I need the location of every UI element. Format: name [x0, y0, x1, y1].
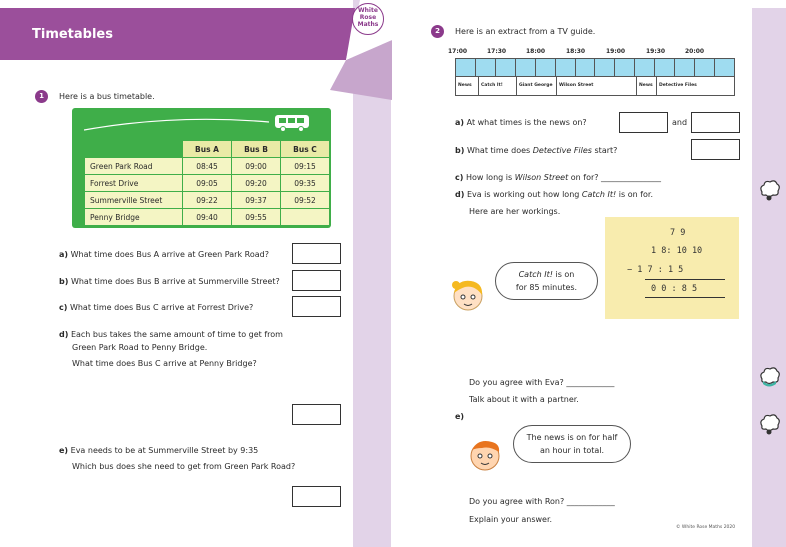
- tv-time-label: 19:30: [646, 48, 666, 55]
- table-row: [85, 158, 330, 175]
- q1b-answer-box[interactable]: [292, 270, 341, 291]
- tv-time-label: 19:00: [606, 48, 626, 55]
- column-header: Bus B: [232, 141, 281, 158]
- q1b-label: b): [59, 277, 69, 286]
- tv-time-label: 17:00: [448, 48, 468, 55]
- time-cell: 09:00: [232, 158, 281, 175]
- column-header: Bus A: [183, 141, 232, 158]
- q2a-label: a): [455, 118, 465, 127]
- q1a-text: What time does Bus A arrive at Green Park Road?: [70, 250, 269, 259]
- discussion-cloud-icon: [757, 365, 781, 389]
- q1e-line2: Which bus does she need to get from Green Park Road?: [72, 462, 296, 471]
- time-cell: 09:40: [183, 209, 232, 226]
- workings-line-2: [645, 297, 725, 298]
- ron-bubble-line2: an hour in total.: [539, 446, 605, 455]
- time-cell: 09:20: [232, 175, 281, 192]
- table-row: [85, 175, 330, 192]
- workings-line-1: [645, 279, 725, 280]
- table-row: [85, 192, 330, 209]
- q2e-label-text: e): [455, 412, 465, 421]
- tv-time-label: 18:30: [566, 48, 586, 55]
- q2e-label: [455, 412, 464, 421]
- q2a-answer-box-1[interactable]: [619, 112, 668, 133]
- q1a-label: a): [59, 250, 69, 259]
- stop-name: Summerville Street: [85, 192, 183, 209]
- q2b-question: [455, 146, 617, 155]
- logo-word-2: Rose: [359, 14, 377, 21]
- agree-with-eva: Do you agree with Eva? ____________: [469, 378, 615, 387]
- q1c-answer-box[interactable]: [292, 296, 341, 317]
- q2b-text-pre: What time does: [466, 146, 533, 155]
- time-cell: 09:15: [281, 158, 330, 175]
- time-cell: 09:35: [281, 175, 330, 192]
- q1c-text: What time does Bus C arrive at Forrest Drive?: [69, 303, 254, 312]
- q2d-text-pre: Eva is working out how long: [466, 190, 582, 199]
- q2c-question: [455, 173, 661, 182]
- programme-cell: News: [636, 77, 656, 95]
- time-cell: 09:55: [232, 209, 281, 226]
- bus-timetable: [84, 140, 330, 226]
- eva-character-icon: [447, 273, 489, 315]
- workings-row-3: − 1 7 : 1 5: [627, 265, 684, 275]
- q1d-label: d): [59, 330, 69, 339]
- q1c-label: c): [59, 303, 68, 312]
- ron-speech-bubble: [513, 425, 631, 463]
- q1c-question: [59, 303, 253, 312]
- workings-row-4: 0 0 : 8 5: [651, 284, 698, 294]
- q1a-question: [59, 250, 269, 259]
- eva-bubble-em: Catch It!: [518, 270, 553, 279]
- q2c-label: c): [455, 173, 464, 182]
- q2b-text-post: start?: [591, 146, 618, 155]
- q1e-answer-box[interactable]: [292, 486, 341, 507]
- stop-name: Green Park Road: [85, 158, 183, 175]
- question-2-number: 2: [431, 25, 444, 38]
- tv-guide-programmes: [455, 77, 735, 96]
- q1e-line1: Eva needs to be at Summerville Street by 9:35: [70, 446, 259, 455]
- time-cell: 09:37: [232, 192, 281, 209]
- tv-guide-time-grid: [455, 58, 735, 77]
- eva-speech-bubble: [495, 262, 598, 300]
- tv-time-label: 17:30: [487, 48, 507, 55]
- eva-bubble-line2: for 85 minutes.: [515, 283, 578, 292]
- programme-cell: Detective Files: [656, 77, 736, 95]
- stop-name: Penny Bridge: [85, 209, 183, 226]
- table-row: [85, 209, 330, 226]
- q1a-answer-box[interactable]: [292, 243, 341, 264]
- stop-name: Forrest Drive: [85, 175, 183, 192]
- programme-cell: News: [458, 82, 472, 88]
- tv-time-label: 18:00: [526, 48, 546, 55]
- eva-bubble-line1: [496, 268, 597, 281]
- q2a-and: and: [672, 118, 688, 127]
- q2b-text-em: Detective Files: [532, 146, 592, 155]
- ron-bubble-line1: The news is on for half: [526, 433, 618, 442]
- q1b-text: What time does Bus B arrive at Summerville Street?: [70, 277, 280, 286]
- q1e-question: [59, 446, 258, 455]
- time-cell: 09:05: [183, 175, 232, 192]
- question-1-intro: Here is a bus timetable.: [59, 92, 155, 101]
- road-line-icon: [84, 112, 274, 134]
- right-page-side-strip: [752, 8, 786, 547]
- programme-cell: Giant George: [516, 77, 556, 95]
- tv-time-label: 20:00: [685, 48, 705, 55]
- q2d-text-post: is on for.: [616, 190, 654, 199]
- q2c-text-em: Wilson Street: [514, 173, 569, 182]
- time-cell: 08:45: [183, 158, 232, 175]
- q2a-text: At what times is the news on?: [466, 118, 587, 127]
- q2d-label: d): [455, 190, 465, 199]
- column-header: Bus C: [281, 141, 330, 158]
- question-2-intro: Here is an extract from a TV guide.: [455, 27, 596, 36]
- q2b-label: b): [455, 146, 465, 155]
- q2d-text-em: Catch It!: [581, 190, 617, 199]
- q1b-question: [59, 277, 280, 286]
- explain-answer: Explain your answer.: [469, 515, 553, 524]
- time-cell: 09:52: [281, 192, 330, 209]
- time-cell: 09:22: [183, 192, 232, 209]
- agree-with-ron: Do you agree with Ron? ____________: [469, 497, 615, 506]
- q2a-answer-box-2[interactable]: [691, 112, 740, 133]
- workings-row-2: 1 8: 10 10: [651, 246, 703, 256]
- q1e-label: e): [59, 446, 69, 455]
- ron-character-icon: [464, 436, 506, 474]
- white-rose-maths-logo: [352, 3, 384, 35]
- page-title: Timetables: [32, 27, 113, 42]
- q2c-text-pre: How long is: [465, 173, 515, 182]
- q2d-question: [455, 190, 653, 199]
- q2c-text-post: on for? _______________: [568, 173, 662, 182]
- question-1-number: 1: [35, 90, 48, 103]
- workings-row-1: 7 9: [670, 228, 686, 238]
- bus-icon: [274, 113, 312, 133]
- q2d-line2: Here are her workings.: [469, 207, 561, 216]
- q1d-answer-box[interactable]: [292, 404, 341, 425]
- thinking-cloud-icon: [757, 178, 781, 202]
- time-cell: [281, 209, 330, 226]
- programme-cell: Wilson Street: [556, 77, 636, 95]
- q2a-question: [455, 118, 587, 127]
- q1d-line3: What time does Bus C arrive at Penny Bridge?: [72, 359, 257, 368]
- programme-cell: Catch It!: [478, 77, 516, 95]
- eva-workings-box: [605, 217, 739, 319]
- q2b-answer-box[interactable]: [691, 139, 740, 160]
- logo-word-1: White: [358, 7, 378, 14]
- logo-word-3: Maths: [357, 21, 379, 28]
- talk-with-partner: Talk about it with a partner.: [469, 395, 579, 404]
- q1d-line1: Each bus takes the same amount of time to get from: [70, 330, 283, 339]
- q1d-question: [59, 330, 283, 339]
- q1d-line2: Green Park Road to Penny Bridge.: [72, 343, 208, 352]
- reasoning-cloud-icon: [757, 412, 781, 436]
- copyright-footer: © White Rose Maths 2020: [676, 525, 736, 530]
- table-header-row: [85, 141, 330, 158]
- eva-bubble-rest: is on: [552, 270, 575, 279]
